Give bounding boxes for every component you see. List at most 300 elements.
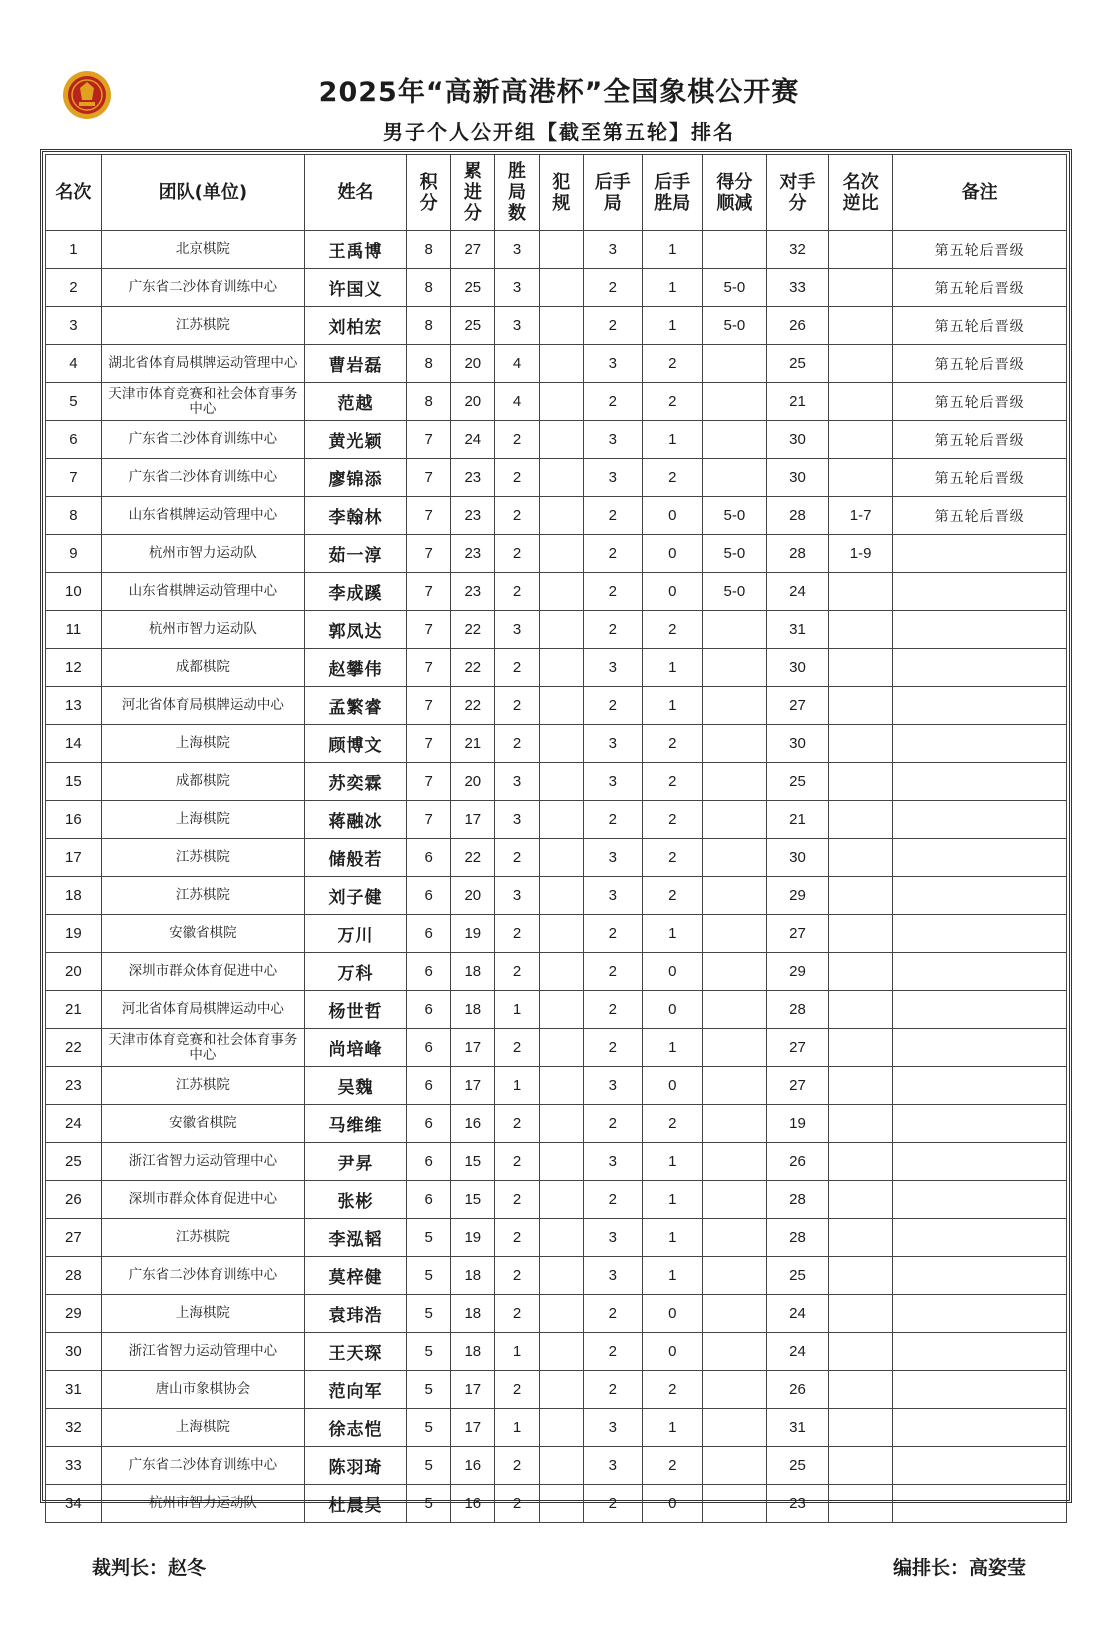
cell-rank-reverse [829,1371,893,1409]
cell-opponent-score: 30 [766,421,828,459]
cell-cumulative: 19 [451,1219,495,1257]
cell-opponent-score: 25 [766,1447,828,1485]
cell-fouls [539,839,583,877]
cell-score-reduction [702,1105,766,1143]
cell-wins: 1 [495,991,539,1029]
cell-second-hand-games: 3 [583,763,642,801]
cell-second-hand-wins: 0 [642,1067,702,1105]
cell-team: 湖北省体育局棋牌运动管理中心 [101,345,304,383]
cell-rank-reverse [829,1067,893,1105]
cell-points: 7 [407,611,451,649]
cell-wins: 3 [495,877,539,915]
column-header-text: 局 [603,192,622,214]
cell-rank-reverse [829,1333,893,1371]
cell-rank: 1 [46,231,102,269]
cell-second-hand-games: 3 [583,1257,642,1295]
cell-score-reduction [702,1447,766,1485]
cell-wins: 2 [495,1105,539,1143]
cell-fouls [539,1105,583,1143]
cell-score-reduction [702,1181,766,1219]
table-row [46,421,1067,459]
cell-wins: 2 [495,1181,539,1219]
cell-rank: 8 [46,497,102,535]
cell-rank-reverse [829,991,893,1029]
cell-second-hand-games: 3 [583,1447,642,1485]
cell-points: 7 [407,687,451,725]
cell-second-hand-wins: 2 [642,345,702,383]
cell-second-hand-games: 3 [583,725,642,763]
cell-remarks [893,991,1067,1029]
cell-opponent-score: 28 [766,497,828,535]
cell-points: 6 [407,1143,451,1181]
cell-second-hand-wins: 1 [642,1219,702,1257]
cell-fouls [539,1029,583,1067]
cell-points: 8 [407,307,451,345]
cell-score-reduction [702,725,766,763]
cell-opponent-score: 25 [766,345,828,383]
cell-cumulative: 18 [451,1257,495,1295]
cell-remarks: 第五轮后晋级 [893,497,1067,535]
cell-wins: 2 [495,459,539,497]
cell-second-hand-wins: 2 [642,459,702,497]
cell-fouls [539,1181,583,1219]
cell-fouls [539,1409,583,1447]
cell-fouls [539,801,583,839]
cell-second-hand-games: 2 [583,1333,642,1371]
cell-fouls [539,535,583,573]
cell-team: 江苏棋院 [101,839,304,877]
cell-fouls [539,383,583,421]
table-row [46,535,1067,573]
cell-opponent-score: 25 [766,763,828,801]
cell-score-reduction [702,383,766,421]
cell-cumulative: 23 [451,497,495,535]
cell-fouls [539,915,583,953]
cell-score-reduction [702,649,766,687]
cell-second-hand-games: 2 [583,687,642,725]
cell-second-hand-games: 2 [583,1029,642,1067]
cell-remarks [893,573,1067,611]
column-header-team [101,155,304,231]
cell-opponent-score: 27 [766,1029,828,1067]
cell-points: 5 [407,1295,451,1333]
cell-name: 许国义 [304,269,406,307]
table-row [46,1333,1067,1371]
cell-name: 徐志恺 [304,1409,406,1447]
cell-team: 河北省体育局棋牌运动中心 [101,687,304,725]
cell-score-reduction [702,1029,766,1067]
cell-remarks [893,763,1067,801]
cell-score-reduction [702,1143,766,1181]
cell-second-hand-games: 3 [583,421,642,459]
cell-points: 7 [407,573,451,611]
cell-wins: 2 [495,1029,539,1067]
cell-fouls [539,1371,583,1409]
cell-name: 吴魏 [304,1067,406,1105]
cell-name: 孟繁睿 [304,687,406,725]
cell-rank-reverse [829,345,893,383]
cell-opponent-score: 19 [766,1105,828,1143]
cell-second-hand-wins: 2 [642,801,702,839]
cell-remarks [893,1333,1067,1371]
table-row [46,307,1067,345]
cell-opponent-score: 31 [766,611,828,649]
cell-remarks [893,1257,1067,1295]
cell-name: 李翰林 [304,497,406,535]
cell-wins: 2 [495,1219,539,1257]
cell-fouls [539,421,583,459]
cell-rank-reverse [829,269,893,307]
cell-team: 广东省二沙体育训练中心 [101,459,304,497]
cell-rank-reverse [829,725,893,763]
cell-rank: 22 [46,1029,102,1067]
cell-rank: 20 [46,953,102,991]
cell-fouls [539,573,583,611]
cell-second-hand-wins: 0 [642,1333,702,1371]
column-header-text: 逆比 [842,192,879,214]
cell-team: 江苏棋院 [101,307,304,345]
cell-team: 山东省棋牌运动管理中心 [101,573,304,611]
cell-name: 李成蹊 [304,573,406,611]
column-header-text: 积 [419,171,438,193]
cell-team: 广东省二沙体育训练中心 [101,269,304,307]
cell-opponent-score: 23 [766,1485,828,1523]
column-header-fouls [539,155,583,231]
table-row [46,459,1067,497]
cell-rank-reverse [829,611,893,649]
cell-fouls [539,725,583,763]
cell-rank: 16 [46,801,102,839]
column-header-rank-reverse [829,155,893,231]
cell-rank-reverse [829,307,893,345]
cell-fouls [539,649,583,687]
cell-rank: 30 [46,1333,102,1371]
table-row [46,801,1067,839]
cell-rank-reverse [829,383,893,421]
cell-cumulative: 17 [451,1067,495,1105]
cell-cumulative: 21 [451,725,495,763]
cell-second-hand-wins: 2 [642,1447,702,1485]
column-header-text: 分 [788,192,807,214]
cell-team: 江苏棋院 [101,1219,304,1257]
cell-team: 浙江省智力运动管理中心 [101,1143,304,1181]
cell-second-hand-wins: 2 [642,839,702,877]
cell-team: 成都棋院 [101,763,304,801]
cell-opponent-score: 30 [766,839,828,877]
cell-rank-reverse [829,421,893,459]
cell-name: 莫梓健 [304,1257,406,1295]
cell-score-reduction [702,231,766,269]
column-header-remarks [893,155,1067,231]
cell-fouls [539,1447,583,1485]
column-header-points [407,155,451,231]
cell-opponent-score: 30 [766,725,828,763]
cell-second-hand-games: 3 [583,231,642,269]
cell-rank: 28 [46,1257,102,1295]
table-row [46,1371,1067,1409]
cell-opponent-score: 29 [766,953,828,991]
cell-score-reduction [702,953,766,991]
cell-rank: 15 [46,763,102,801]
column-header-text: 备注 [961,182,998,203]
cell-remarks [893,687,1067,725]
cell-rank: 17 [46,839,102,877]
table-row [46,687,1067,725]
cell-cumulative: 15 [451,1143,495,1181]
cell-name: 储般若 [304,839,406,877]
cell-opponent-score: 24 [766,1333,828,1371]
cell-name: 张彬 [304,1181,406,1219]
table-body [46,231,1067,1523]
cell-rank: 32 [46,1409,102,1447]
cell-score-reduction [702,1371,766,1409]
cell-points: 6 [407,1029,451,1067]
table-row [46,231,1067,269]
cell-second-hand-games: 2 [583,801,642,839]
cell-rank: 9 [46,535,102,573]
table-row [46,725,1067,763]
cell-score-reduction [702,687,766,725]
cell-fouls [539,1295,583,1333]
cell-name: 蒋融冰 [304,801,406,839]
cell-second-hand-wins: 2 [642,725,702,763]
cell-points: 7 [407,421,451,459]
cell-second-hand-wins: 0 [642,991,702,1029]
cell-points: 6 [407,953,451,991]
column-header-text: 得分 [716,171,753,193]
cell-score-reduction [702,1219,766,1257]
cell-wins: 2 [495,573,539,611]
cell-fouls [539,1219,583,1257]
cell-rank: 13 [46,687,102,725]
cell-score-reduction [702,1067,766,1105]
table-row [46,953,1067,991]
cell-fouls [539,1067,583,1105]
cell-rank-reverse [829,231,893,269]
column-header-text: 团队(单位) [158,182,248,203]
cell-second-hand-wins: 1 [642,307,702,345]
table-row [46,649,1067,687]
cell-remarks [893,877,1067,915]
cell-second-hand-wins: 1 [642,231,702,269]
cell-rank: 11 [46,611,102,649]
cell-second-hand-wins: 1 [642,1181,702,1219]
cell-second-hand-wins: 0 [642,1485,702,1523]
cell-fouls [539,1143,583,1181]
cell-second-hand-games: 2 [583,1295,642,1333]
cell-name: 郭凤达 [304,611,406,649]
cell-team: 杭州市智力运动队 [101,535,304,573]
cell-wins: 1 [495,1409,539,1447]
cell-opponent-score: 24 [766,573,828,611]
cell-score-reduction [702,459,766,497]
cell-second-hand-games: 2 [583,535,642,573]
table-row [46,839,1067,877]
column-header-text: 累 [463,161,482,182]
cell-second-hand-wins: 1 [642,687,702,725]
cell-rank: 6 [46,421,102,459]
cell-cumulative: 20 [451,345,495,383]
cell-wins: 2 [495,839,539,877]
cell-points: 7 [407,649,451,687]
column-header-text: 数 [508,203,527,224]
cell-fouls [539,459,583,497]
cell-score-reduction [702,915,766,953]
cell-second-hand-wins: 1 [642,269,702,307]
cell-team: 浙江省智力运动管理中心 [101,1333,304,1371]
cell-score-reduction [702,839,766,877]
cell-score-reduction [702,1333,766,1371]
cell-cumulative: 18 [451,1295,495,1333]
cell-second-hand-wins: 1 [642,1029,702,1067]
cell-rank-reverse [829,839,893,877]
cell-name: 刘子健 [304,877,406,915]
cell-rank: 33 [46,1447,102,1485]
cell-second-hand-wins: 0 [642,497,702,535]
cell-team: 上海棋院 [101,801,304,839]
cell-remarks [893,1143,1067,1181]
column-header-text: 姓名 [337,182,374,203]
column-header-second-hand-wins [642,155,702,231]
cell-second-hand-wins: 2 [642,1105,702,1143]
cell-points: 8 [407,231,451,269]
chief-referee: 裁判长：赵冬 [92,1557,207,1579]
cell-name: 马维维 [304,1105,406,1143]
page-subtitle: 男子个人公开组【截至第五轮】排名 [383,120,735,144]
cell-rank-reverse [829,915,893,953]
cell-team: 江苏棋院 [101,1067,304,1105]
cell-fouls [539,307,583,345]
cell-wins: 2 [495,725,539,763]
cell-second-hand-games: 3 [583,877,642,915]
cell-points: 7 [407,763,451,801]
cell-cumulative: 15 [451,1181,495,1219]
cell-second-hand-games: 3 [583,345,642,383]
cell-points: 8 [407,269,451,307]
cell-wins: 4 [495,345,539,383]
cell-score-reduction [702,763,766,801]
cell-fouls [539,497,583,535]
cell-fouls [539,953,583,991]
cell-rank: 14 [46,725,102,763]
cell-opponent-score: 32 [766,231,828,269]
page-title: 2025年“高新高港杯”全国象棋公开赛 [318,77,800,108]
cell-opponent-score: 21 [766,383,828,421]
ranking-table [45,154,1067,1523]
cell-cumulative: 16 [451,1447,495,1485]
column-header-score-reduction [702,155,766,231]
cell-cumulative: 22 [451,687,495,725]
cell-team: 天津市体育竞赛和社会体育事务中心 [101,1029,304,1067]
cell-second-hand-wins: 1 [642,1143,702,1181]
column-header-opponent-score [766,155,828,231]
cell-wins: 1 [495,1333,539,1371]
column-header-text: 分 [463,203,482,224]
cell-remarks [893,801,1067,839]
cell-remarks [893,725,1067,763]
cell-name: 杜晨昊 [304,1485,406,1523]
cell-opponent-score: 27 [766,687,828,725]
table-row [46,1067,1067,1105]
cell-second-hand-games: 2 [583,1371,642,1409]
cell-second-hand-games: 2 [583,383,642,421]
cell-cumulative: 18 [451,1333,495,1371]
cell-points: 6 [407,1105,451,1143]
table-row [46,1219,1067,1257]
cell-team: 江苏棋院 [101,877,304,915]
cell-wins: 3 [495,307,539,345]
cell-points: 5 [407,1485,451,1523]
cell-score-reduction: 5-0 [702,269,766,307]
cell-second-hand-games: 2 [583,1181,642,1219]
cell-opponent-score: 26 [766,1143,828,1181]
cell-name: 曹岩磊 [304,345,406,383]
table-row [46,877,1067,915]
cell-name: 王天琛 [304,1333,406,1371]
cell-rank: 21 [46,991,102,1029]
cell-name: 尚培峰 [304,1029,406,1067]
cell-remarks [893,649,1067,687]
cell-cumulative: 22 [451,649,495,687]
cell-cumulative: 27 [451,231,495,269]
cell-second-hand-games: 3 [583,1067,642,1105]
cell-cumulative: 17 [451,801,495,839]
cell-points: 5 [407,1371,451,1409]
cell-cumulative: 25 [451,269,495,307]
table-row [46,1105,1067,1143]
cell-points: 5 [407,1447,451,1485]
cell-second-hand-games: 2 [583,1105,642,1143]
cell-opponent-score: 33 [766,269,828,307]
cell-remarks [893,839,1067,877]
cell-remarks [893,1371,1067,1409]
cell-second-hand-games: 2 [583,307,642,345]
cell-rank-reverse [829,1105,893,1143]
cell-opponent-score: 24 [766,1295,828,1333]
cell-opponent-score: 21 [766,801,828,839]
cell-second-hand-games: 2 [583,991,642,1029]
cell-rank-reverse [829,953,893,991]
table-row [46,1257,1067,1295]
cell-points: 7 [407,801,451,839]
cell-team: 安徽省棋院 [101,915,304,953]
cell-rank: 12 [46,649,102,687]
cell-team: 唐山市象棋协会 [101,1371,304,1409]
cell-team: 广东省二沙体育训练中心 [101,1257,304,1295]
cell-name: 黄光颖 [304,421,406,459]
cell-rank-reverse [829,649,893,687]
cell-team: 山东省棋牌运动管理中心 [101,497,304,535]
cell-remarks [893,1219,1067,1257]
cell-score-reduction: 5-0 [702,573,766,611]
cell-remarks [893,1295,1067,1333]
cell-wins: 3 [495,801,539,839]
column-header-rank [46,155,102,231]
cell-rank: 7 [46,459,102,497]
cell-second-hand-wins: 2 [642,1371,702,1409]
cell-score-reduction [702,991,766,1029]
cell-name: 苏奕霖 [304,763,406,801]
cell-wins: 2 [495,1143,539,1181]
cell-opponent-score: 27 [766,915,828,953]
cell-rank: 18 [46,877,102,915]
cell-rank-reverse [829,1029,893,1067]
column-header-text: 胜 [508,161,527,182]
cell-opponent-score: 31 [766,1409,828,1447]
column-header-text: 后手 [654,171,691,193]
cell-opponent-score: 28 [766,535,828,573]
cell-second-hand-games: 2 [583,573,642,611]
